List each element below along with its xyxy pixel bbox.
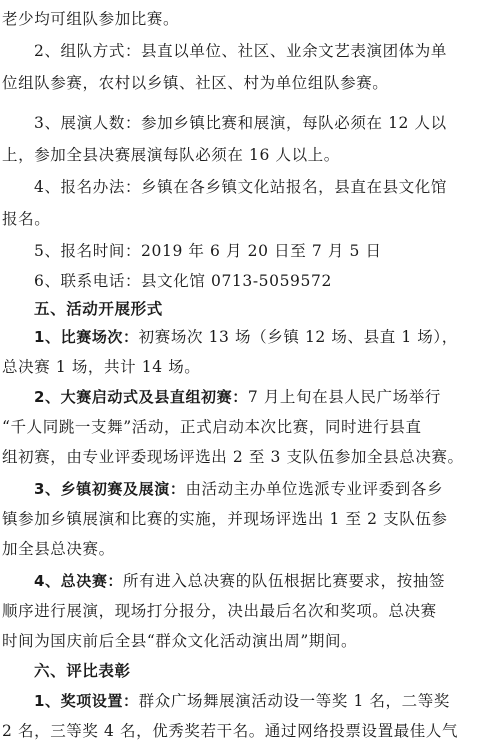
text-line [34, 384, 476, 410]
text-line [34, 238, 476, 264]
line-text: 2 名，三等奖 4 名，优秀奖若干名。通过网络投票设置最佳人气 [2, 722, 459, 740]
line-text: 所有进入总决赛的队伍根据比赛要求，按抽签 [123, 572, 446, 590]
text-line [2, 536, 476, 562]
text-line [2, 506, 476, 532]
heading-text: 五、活动开展形式 [34, 300, 163, 318]
line-lead: 2、大赛启动式及县直组初赛： [34, 388, 248, 406]
line-text: “千人同跳一支舞”活动，正式启动本次比赛，同时进行县直 [2, 418, 422, 436]
text-line [34, 476, 476, 502]
text-line [2, 70, 476, 96]
text-line [34, 688, 476, 714]
line-text: 镇参加乡镇展演和比赛的实施，并现场评选出 1 至 2 支队伍参 [2, 510, 448, 528]
line-text: 总决赛 1 场，共计 14 场。 [2, 358, 201, 376]
line-text: 6、联系电话：县文化馆 0713-5059572 [34, 272, 332, 290]
line-text: 2、组队方式：县直以单位、社区、业余文艺表演团体为单 [34, 42, 447, 60]
line-text: 7 月上旬在县人民广场举行 [247, 388, 441, 406]
text-line [2, 598, 476, 624]
line-text: 3、展演人数：参加乡镇比赛和展演，每队必须在 12 人以 [34, 114, 447, 132]
line-text: 时间为国庆前后全县“群众文化活动演出周”期间。 [2, 632, 358, 650]
line-text: 4、报名办法：乡镇在各乡镇文化站报名，县直在县文化馆 [34, 178, 447, 196]
text-line [2, 142, 476, 168]
heading-text: 六、评比表彰 [34, 662, 131, 680]
text-line [2, 354, 476, 380]
line-text: 报名。 [2, 210, 51, 228]
line-lead: 3、乡镇初赛及展演： [34, 480, 186, 498]
line-text: 5、报名时间：2019 年 6 月 20 日至 7 月 5 日 [34, 242, 382, 260]
line-text: 上，参加全县决赛展演每队必须在 16 人以上。 [2, 146, 340, 164]
text-line [2, 414, 476, 440]
text-line [34, 324, 476, 350]
text-line [34, 268, 476, 294]
text-line [2, 206, 476, 232]
text-line [34, 38, 476, 64]
line-lead: 4、总决赛： [34, 572, 124, 590]
text-line [2, 628, 476, 654]
text-line [2, 718, 476, 744]
text-line [2, 444, 476, 470]
line-text: 组初赛，由专业评委现场评选出 2 至 3 支队伍参加全县总决赛。 [2, 448, 464, 466]
line-text: 顺序进行展演，现场打分报分，决出最后名次和奖项。总决赛 [2, 602, 437, 620]
line-lead: 1、比赛场次： [34, 328, 139, 346]
line-text: 加全县总决赛。 [2, 540, 115, 558]
text-line [34, 174, 476, 200]
text-line [34, 110, 476, 136]
line-text: 初赛场次 13 场（乡镇 12 场、县直 1 场）， [138, 328, 458, 346]
line-text: 由活动主办单位选派专业评委到各乡 [185, 480, 444, 498]
section-heading [34, 296, 476, 322]
section-heading [34, 658, 476, 684]
line-lead: 1、奖项设置： [34, 692, 139, 710]
line-text: 群众广场舞展演活动设一等奖 1 名，二等奖 [138, 692, 450, 710]
text-line [2, 6, 476, 32]
line-text: 位组队参赛，农村以乡镇、社区、村为单位组队参赛。 [2, 74, 389, 92]
text-line [34, 568, 476, 594]
line-text: 老少均可组队参加比赛。 [2, 10, 180, 28]
